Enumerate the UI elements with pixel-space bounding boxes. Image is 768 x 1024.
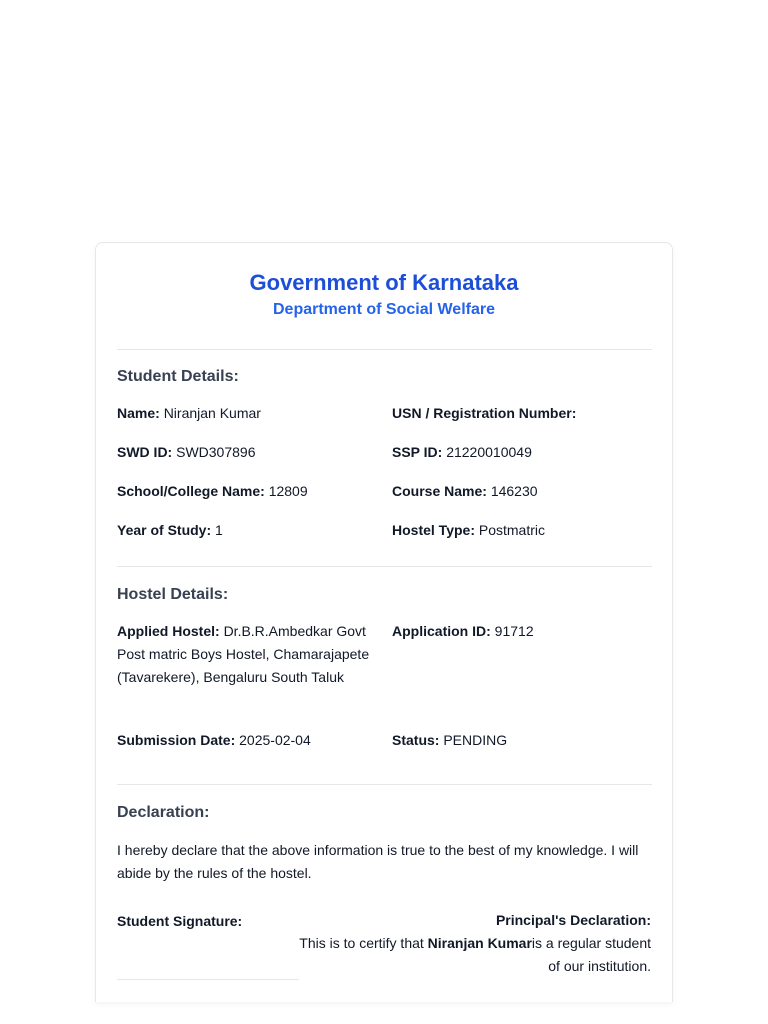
field-value: Postmatric: [478, 522, 545, 538]
field-label: Applied Hostel:: [117, 623, 220, 639]
field-value: SWD307896: [176, 444, 256, 460]
field-name: [117, 402, 377, 425]
hostel-details-heading: Hostel Details:: [117, 586, 229, 603]
field-label: Application ID:: [392, 623, 491, 639]
field-label: USN / Registration Number:: [392, 405, 577, 421]
signature-line: [117, 979, 299, 980]
divider: [117, 566, 652, 567]
field-value: 2025-02-04: [239, 732, 311, 748]
field-value: Dr.B.R.Ambedkar Govt Post matric Boys Hostel, Chamarajapete (Tavarekere), Bengaluru South Taluk: [117, 623, 370, 685]
student-signature-label: Student Signature:: [117, 913, 243, 929]
principal-declaration: [291, 909, 651, 978]
field-school: [117, 480, 377, 503]
principal-certify-suffix: is a regular student of our institution.: [531, 935, 651, 974]
declaration-text: I hereby declare that the above information is true to the best of my knowledge. I will abide by the rules of the hostel.: [117, 842, 639, 881]
field-value: 91712: [494, 623, 534, 639]
field-label: Year of Study:: [117, 522, 212, 538]
field-value: Niranjan Kumar: [163, 405, 261, 421]
field-label: Status:: [392, 732, 440, 748]
field-label: Course Name:: [392, 483, 487, 499]
field-applied-hostel: [117, 620, 377, 689]
divider: [117, 349, 652, 350]
field-label: Name:: [117, 405, 160, 421]
field-swd-id: [117, 441, 377, 464]
principal-declaration-label: Principal's Declaration:: [495, 912, 651, 928]
page-title: Government of Karnataka: [249, 270, 519, 295]
declaration-heading: Declaration:: [117, 804, 210, 821]
field-label: Hostel Type:: [392, 522, 475, 538]
field-usn: [392, 402, 652, 425]
divider: [117, 784, 652, 785]
principal-certify-prefix: This is to certify that: [299, 935, 424, 951]
field-value: 12809: [268, 483, 308, 499]
field-course: [392, 480, 652, 503]
field-status: [392, 729, 652, 752]
field-submission-date: [117, 729, 377, 752]
status-badge: PENDING: [443, 732, 508, 748]
field-hostel-type: [392, 519, 652, 542]
application-card: [95, 242, 673, 1002]
field-label: SSP ID:: [392, 444, 443, 460]
field-label: School/College Name:: [117, 483, 265, 499]
field-application-id: [392, 620, 652, 643]
principal-student-name: Niranjan Kumar: [427, 935, 532, 951]
field-label: SWD ID:: [117, 444, 173, 460]
student-details-heading: Student Details:: [117, 368, 239, 385]
field-year: [117, 519, 377, 542]
field-label: Submission Date:: [117, 732, 236, 748]
page-subtitle: Department of Social Welfare: [273, 301, 495, 318]
field-value: 21220010049: [446, 444, 532, 460]
field-value: 146230: [490, 483, 538, 499]
field-value: 1: [215, 522, 223, 538]
field-ssp-id: [392, 441, 652, 464]
